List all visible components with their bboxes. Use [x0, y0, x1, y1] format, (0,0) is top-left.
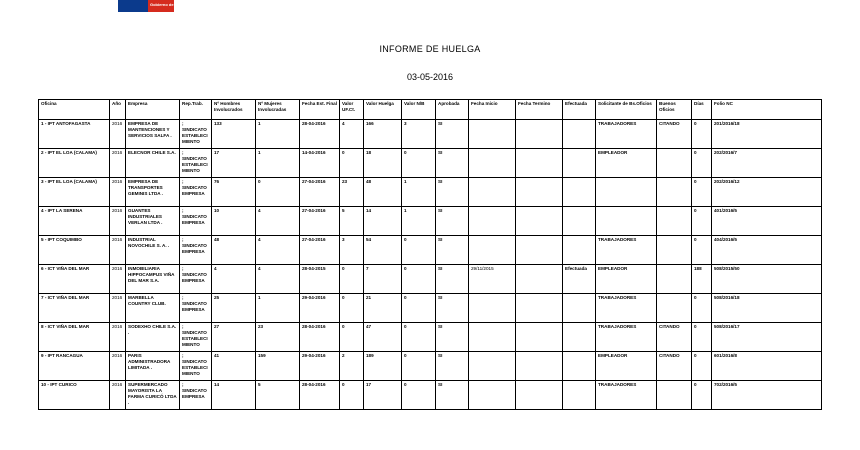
table-cell: 4 [212, 265, 256, 294]
table-row [39, 236, 822, 265]
table-cell: 2016 [110, 352, 126, 381]
table-row [39, 294, 822, 323]
gobierno-logo [118, 0, 185, 12]
table-cell: SI [436, 352, 469, 381]
table-cell: SI [436, 265, 469, 294]
table-cell: 2016 [110, 323, 126, 352]
table-cell [596, 178, 657, 207]
table-cell: 6 - ICT VIÑA DEL MAR [39, 265, 110, 294]
table-cell [469, 294, 516, 323]
table-cell: 508/2016/17 [712, 323, 822, 352]
table-cell: 0 [692, 352, 712, 381]
table-cell: 10 [212, 207, 256, 236]
logo-red-block [148, 0, 185, 12]
table-cell: 202/2016/7 [712, 149, 822, 178]
column-header: Fecha Termino [516, 100, 563, 120]
table-cell [657, 207, 692, 236]
logo-text: Gobierno de Chile [150, 2, 185, 7]
table-cell: 41 [212, 352, 256, 381]
table-cell: 27-04-2016 [300, 236, 340, 265]
table-cell: 2016 [110, 265, 126, 294]
logo-blue-block [118, 0, 148, 12]
table-cell: 1 [256, 294, 300, 323]
table-cell: 2016 [110, 207, 126, 236]
column-header: Folio NC [712, 100, 822, 120]
table-cell: ; SINDICATO ESTABLECIMIENTO [180, 120, 212, 149]
table-cell: CITANDO [657, 323, 692, 352]
table-cell: 166 [364, 120, 402, 149]
table-cell [657, 265, 692, 294]
table-cell: 0 [402, 236, 436, 265]
table-cell [516, 265, 563, 294]
table-cell: 7 - ICT VIÑA DEL MAR [39, 294, 110, 323]
table-cell: 14 [212, 381, 256, 410]
table-cell: 0 [402, 381, 436, 410]
table-cell: MARBELLA COUNTRY CLUB. [126, 294, 180, 323]
table-row [39, 207, 822, 236]
table-row [39, 120, 822, 149]
table-cell [516, 207, 563, 236]
table-cell: 0 [402, 149, 436, 178]
table-row [39, 178, 822, 207]
table-cell: CITANDO [657, 120, 692, 149]
table-cell [469, 323, 516, 352]
table-cell: TRABAJADORES [596, 381, 657, 410]
table-cell: 28-04-2015 [300, 265, 340, 294]
table-cell: ; SINDICATO ESTABLECIMIENTO [180, 323, 212, 352]
table-cell: CITANDO [657, 352, 692, 381]
table-cell: 5 [340, 207, 364, 236]
table-cell [657, 294, 692, 323]
table-cell: 0 [692, 381, 712, 410]
table-cell [516, 294, 563, 323]
table-cell: EMPLEADOR [596, 265, 657, 294]
table-cell: SI [436, 236, 469, 265]
table-cell: SI [436, 178, 469, 207]
table-cell: 0 [256, 178, 300, 207]
table-cell: 29-04-2016 [300, 294, 340, 323]
column-header: Valor N/B [402, 100, 436, 120]
table-cell: 201/2016/18 [712, 120, 822, 149]
table-cell: 27-04-2016 [300, 178, 340, 207]
table-body [39, 120, 822, 410]
table-cell: 27 [212, 323, 256, 352]
table-cell [469, 236, 516, 265]
table-cell: 1 [402, 178, 436, 207]
column-header: Nº Hombres Involucrados [212, 100, 256, 120]
table-cell [516, 381, 563, 410]
table-cell: 2016 [110, 120, 126, 149]
table-cell: 23 [340, 178, 364, 207]
table-cell [516, 352, 563, 381]
table-cell [563, 178, 596, 207]
table-cell: 0 [402, 265, 436, 294]
column-header: Valor Huelga [364, 100, 402, 120]
table-cell: 0 [402, 323, 436, 352]
table-cell: 17 [212, 149, 256, 178]
table-cell: 1 [402, 207, 436, 236]
table-cell: 9 - IPT RANCAGUA [39, 352, 110, 381]
table-cell: 202/2016/12 [712, 178, 822, 207]
table-cell: ; SINDICATO ESTABLECIMIENTO [180, 352, 212, 381]
table-cell: PARIS ADMINISTRADORA LIMITADA . [126, 352, 180, 381]
column-header: Fecha Inicio [469, 100, 516, 120]
table-cell: 18 [364, 149, 402, 178]
table-cell: GUANTES INDUSTRIALES VERLAN LTDA . [126, 207, 180, 236]
table-cell [563, 149, 596, 178]
table-cell: 17 [364, 381, 402, 410]
table-cell: 601/2016/8 [712, 352, 822, 381]
table-cell [563, 120, 596, 149]
report-title: INFORME DE HUELGA [379, 44, 481, 54]
table-cell: 401/2016/5 [712, 207, 822, 236]
table-cell: 4 - IPT LA SERENA [39, 207, 110, 236]
table-cell: 1 [256, 120, 300, 149]
table-cell: EMPLEADOR [596, 149, 657, 178]
column-header: Empresa [126, 100, 180, 120]
table-cell: ; SINDICATO EMPRESA [180, 207, 212, 236]
table-cell: 0 [692, 178, 712, 207]
table-cell: 133 [212, 120, 256, 149]
table-cell: 2016 [110, 236, 126, 265]
table-cell: 404/2016/5 [712, 236, 822, 265]
table-cell: 76 [212, 178, 256, 207]
report-date: 03-05-2016 [406, 72, 454, 82]
table-cell: 189 [364, 352, 402, 381]
table-cell: 702/2016/5 [712, 381, 822, 410]
table-cell: SI [436, 207, 469, 236]
table-cell [596, 207, 657, 236]
table-cell: EMPRESA DE TRANSPORTES GEMINIS LTDA . [126, 178, 180, 207]
table-cell [516, 178, 563, 207]
table-cell: 3 [340, 236, 364, 265]
table-cell: INDUSTRIAL NOVOCHILE S. A. . [126, 236, 180, 265]
table-cell [469, 352, 516, 381]
table-cell: 4 [256, 265, 300, 294]
column-header: Año [110, 100, 126, 120]
table-cell: 3 [402, 120, 436, 149]
table-cell: 14 [364, 207, 402, 236]
column-header: Solicitante de Bs.Oficios [596, 100, 657, 120]
table-cell: 188 [692, 265, 712, 294]
table-cell: TRABAJADORES [596, 236, 657, 265]
table-cell [657, 236, 692, 265]
table-cell: TRABAJADORES [596, 294, 657, 323]
table-cell: 0 [692, 236, 712, 265]
table-cell: ; SINDICATO EMPRESA [180, 178, 212, 207]
table-cell [657, 149, 692, 178]
table-cell: 2 - IPT EL LOA (CALAMA) [39, 149, 110, 178]
table-cell [469, 207, 516, 236]
table-cell: SI [436, 294, 469, 323]
table-cell: 159 [256, 352, 300, 381]
table-cell: 28-04-2016 [300, 323, 340, 352]
table-cell: 0 [340, 294, 364, 323]
table-cell [563, 207, 596, 236]
table-cell: SODEXHO CHILE S.A. . [126, 323, 180, 352]
table-cell [563, 352, 596, 381]
table-cell: 28-04-2016 [300, 120, 340, 149]
column-header: Oficina [39, 100, 110, 120]
table-cell: 0 [692, 323, 712, 352]
table-cell: 2 [340, 352, 364, 381]
table-cell: 29-04-2016 [300, 352, 340, 381]
column-header: Fecha Est. Final [300, 100, 340, 120]
table-cell: 0 [692, 207, 712, 236]
table-cell: 48 [212, 236, 256, 265]
table-cell: 0 [402, 352, 436, 381]
table-cell [469, 178, 516, 207]
table-cell [657, 381, 692, 410]
table-cell: Efectuada [563, 265, 596, 294]
table-cell: ; SINDICATO ESTABLECIMIENTO [180, 149, 212, 178]
table-cell [563, 381, 596, 410]
table-cell: TRABAJADORES [596, 120, 657, 149]
table-cell: 2016 [110, 178, 126, 207]
table-row [39, 149, 822, 178]
column-header: Buenos Oficios [657, 100, 692, 120]
table-row [39, 381, 822, 410]
table-cell: ; SINDICATO EMPRESA [180, 381, 212, 410]
table-cell: 2016 [110, 294, 126, 323]
column-header: Días [692, 100, 712, 120]
table-cell: 29/11/2015 [469, 265, 516, 294]
table-cell: SI [436, 120, 469, 149]
table-cell: 1 [256, 149, 300, 178]
table-cell [563, 236, 596, 265]
table-cell: 508/2015/50 [712, 265, 822, 294]
table-cell [469, 149, 516, 178]
table-cell [516, 120, 563, 149]
table-cell: SI [436, 381, 469, 410]
table-cell: 4 [256, 236, 300, 265]
table-cell: 2016 [110, 149, 126, 178]
table-cell: 25 [212, 294, 256, 323]
table-row [39, 265, 822, 294]
table-cell: SI [436, 149, 469, 178]
table-cell: 5 - IPT COQUIMBO [39, 236, 110, 265]
table-cell: 2016 [110, 381, 126, 410]
table-cell [516, 149, 563, 178]
table-cell: EMPLEADOR [596, 352, 657, 381]
table-cell [563, 323, 596, 352]
table-header-row [39, 100, 822, 120]
table-cell: 0 [692, 120, 712, 149]
table-cell: ; SINDICATO EMPRESA [180, 294, 212, 323]
column-header: Nº Mujeres Involucradas [256, 100, 300, 120]
table-cell: SUPERMERCADO MAYORISTA LA FARMA CURICÓ LTDA . [126, 381, 180, 410]
table-cell [469, 381, 516, 410]
table-cell: 4 [340, 120, 364, 149]
table-cell: 28-04-2016 [300, 381, 340, 410]
table-cell [516, 236, 563, 265]
table-cell: 14-04-2016 [300, 149, 340, 178]
table-cell: TRABAJADORES [596, 323, 657, 352]
table-cell: 10 - IPT CURICO [39, 381, 110, 410]
table-cell: 3 - IPT EL LOA (CALAMA) [39, 178, 110, 207]
table-cell: 4 [256, 207, 300, 236]
table-cell: 47 [364, 323, 402, 352]
table-cell [516, 323, 563, 352]
column-header: Efectuada [563, 100, 596, 120]
table-cell: 27-04-2016 [300, 207, 340, 236]
table-cell: 0 [340, 381, 364, 410]
table-cell: 0 [340, 149, 364, 178]
table-cell: 21 [364, 294, 402, 323]
table-cell [563, 294, 596, 323]
table-cell [657, 178, 692, 207]
table-cell: 23 [256, 323, 300, 352]
table-cell [469, 120, 516, 149]
table-cell: 5 [256, 381, 300, 410]
table-cell: 48 [364, 178, 402, 207]
table-cell: 0 [692, 294, 712, 323]
table-cell: 54 [364, 236, 402, 265]
table-cell: 508/2016/18 [712, 294, 822, 323]
table-cell: ELECNOR CHILE S.A. [126, 149, 180, 178]
strike-report-table [38, 99, 822, 410]
table-cell: 7 [364, 265, 402, 294]
table-cell: 1 - IPT ANTOFAGASTA [39, 120, 110, 149]
table-row [39, 323, 822, 352]
column-header: Valor UF.Ct. [340, 100, 364, 120]
table-cell: EMPRESA DE MANTENCIONES Y SERVICIOS SALFA . [126, 120, 180, 149]
table-cell: SI [436, 323, 469, 352]
table-cell: 0 [402, 294, 436, 323]
table-cell: ; SINDICATO EMPRESA [180, 265, 212, 294]
table-row [39, 352, 822, 381]
table-cell: 8 - ICT VIÑA DEL MAR [39, 323, 110, 352]
table-cell: INMOBILIARIA HIPPOCAMPUS VIÑA DEL MAR S.A. [126, 265, 180, 294]
table-cell: 0 [340, 323, 364, 352]
column-header: Aprobada [436, 100, 469, 120]
table-cell: 0 [692, 149, 712, 178]
table-cell: 0 [340, 265, 364, 294]
column-header: Rep.Trab. [180, 100, 212, 120]
table-cell: ; SINDICATO EMPRESA [180, 236, 212, 265]
